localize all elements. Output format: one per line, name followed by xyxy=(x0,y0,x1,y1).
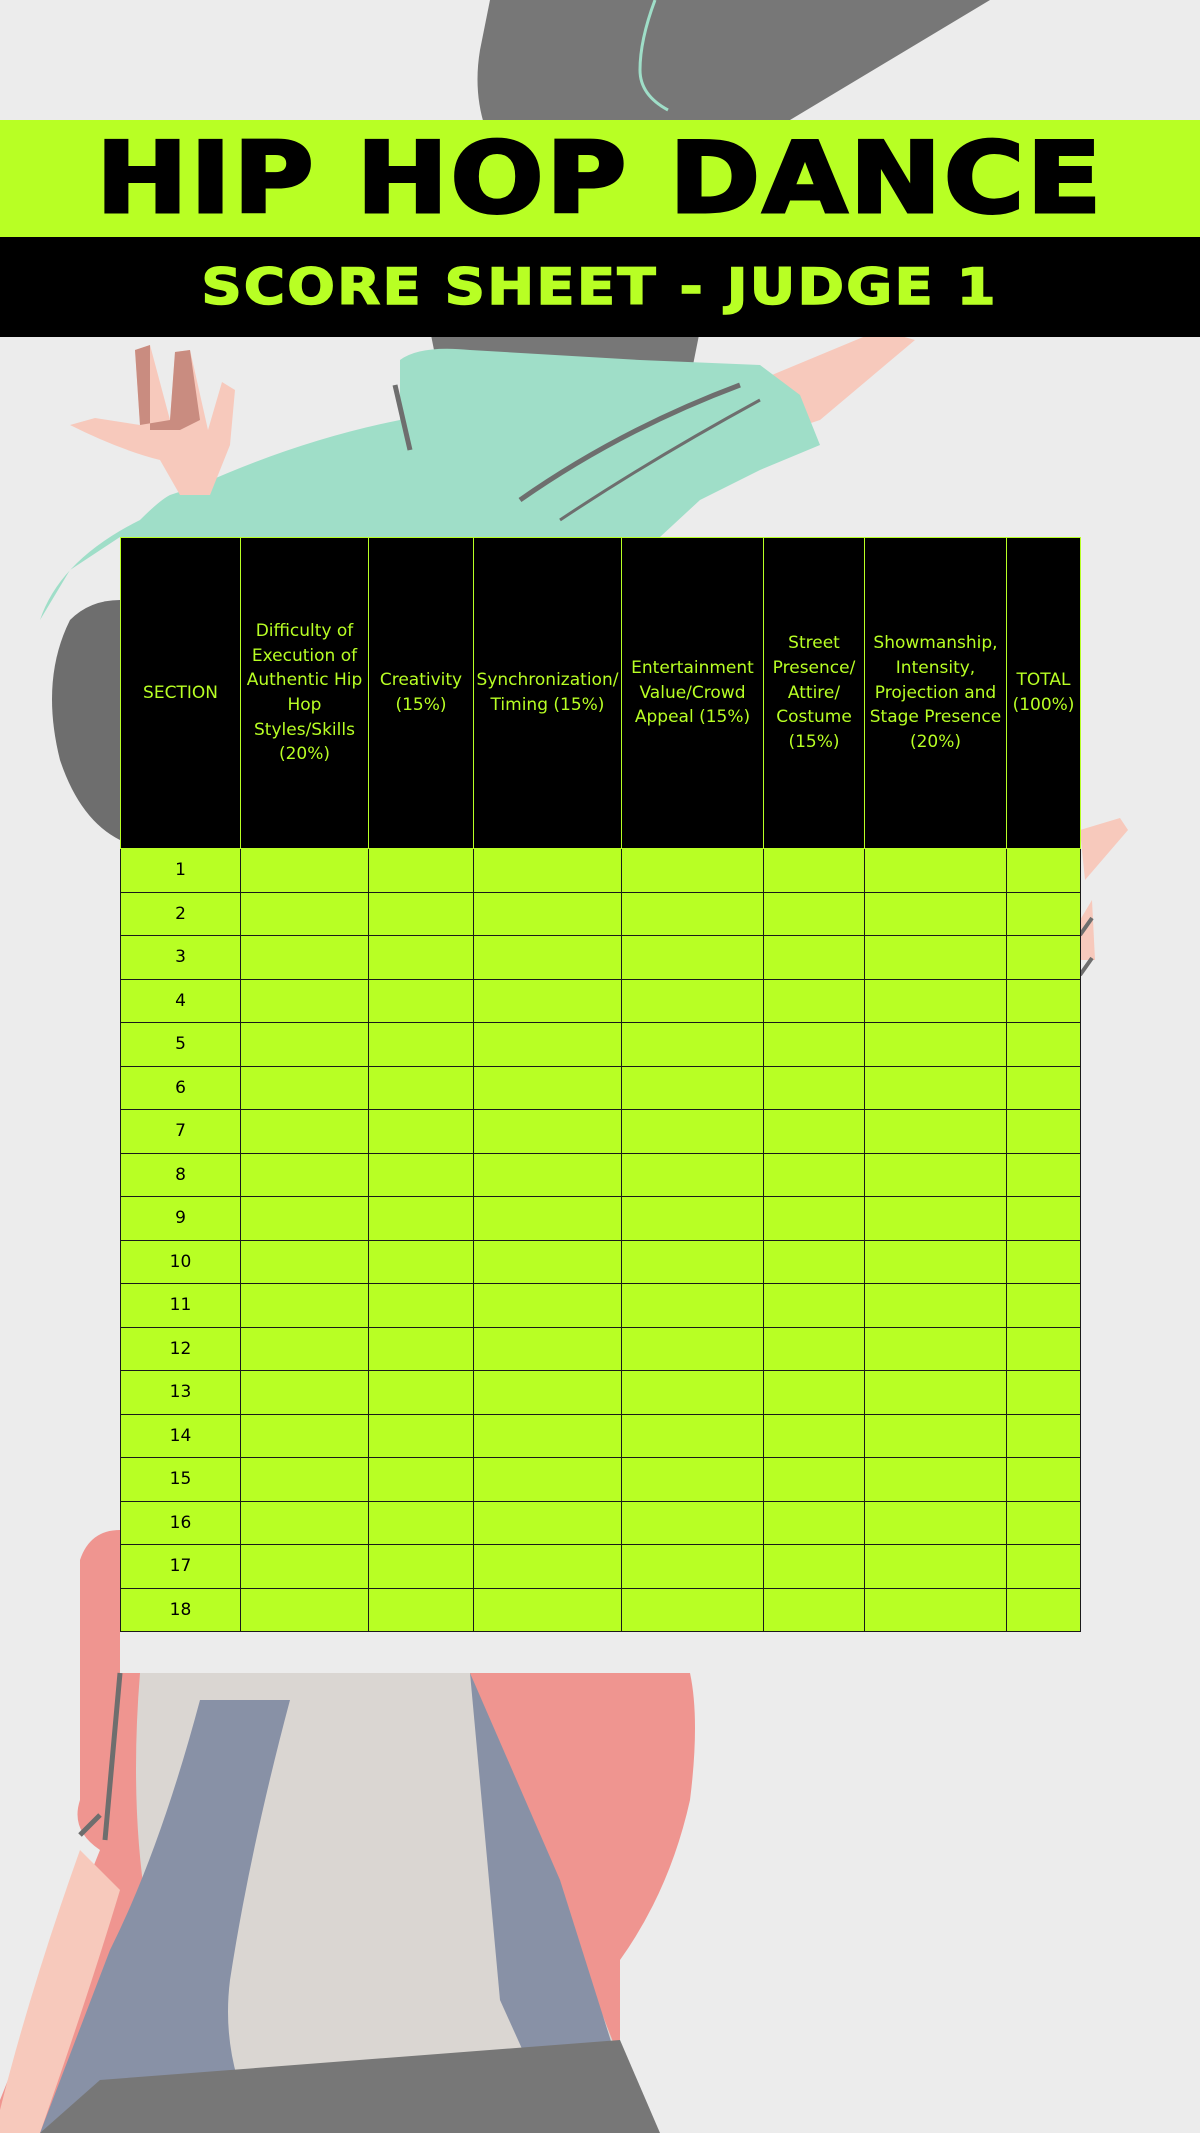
score-cell-creativity[interactable] xyxy=(369,979,474,1023)
section-number: 18 xyxy=(121,1588,241,1632)
score-cell-street-presence[interactable] xyxy=(764,1458,865,1502)
score-cell-creativity[interactable] xyxy=(369,1588,474,1632)
score-cell-difficulty[interactable] xyxy=(241,1414,369,1458)
page-title: HIP HOP DANCE xyxy=(96,121,1104,236)
column-header-total: TOTAL (100%) xyxy=(1007,538,1081,849)
table-row xyxy=(121,1153,1081,1197)
score-cell-showmanship[interactable] xyxy=(865,1327,1007,1371)
score-cell-street-presence[interactable] xyxy=(764,1110,865,1154)
table-row xyxy=(121,1414,1081,1458)
score-cell-street-presence[interactable] xyxy=(764,1197,865,1241)
score-cell-creativity[interactable] xyxy=(369,1414,474,1458)
score-cell-street-presence[interactable] xyxy=(764,1327,865,1371)
score-cell-creativity[interactable] xyxy=(369,1110,474,1154)
score-cell-showmanship[interactable] xyxy=(865,849,1007,893)
score-cell-synchronization[interactable] xyxy=(474,1545,622,1589)
score-cell-synchronization[interactable] xyxy=(474,1240,622,1284)
score-cell-entertainment[interactable] xyxy=(622,1371,764,1415)
score-cell-entertainment[interactable] xyxy=(622,936,764,980)
score-cell-difficulty[interactable] xyxy=(241,936,369,980)
column-header-section: SECTION xyxy=(121,538,241,849)
table-row xyxy=(121,1371,1081,1415)
score-cell-total[interactable] xyxy=(1007,1458,1081,1502)
table-row xyxy=(121,1458,1081,1502)
score-cell-street-presence[interactable] xyxy=(764,1240,865,1284)
score-cell-total[interactable] xyxy=(1007,979,1081,1023)
score-cell-total[interactable] xyxy=(1007,1023,1081,1067)
column-header-creativity: Creativity (15%) xyxy=(369,538,474,849)
score-cell-entertainment[interactable] xyxy=(622,1588,764,1632)
score-cell-entertainment[interactable] xyxy=(622,1066,764,1110)
score-cell-entertainment[interactable] xyxy=(622,1327,764,1371)
score-cell-difficulty[interactable] xyxy=(241,1153,369,1197)
score-cell-difficulty[interactable] xyxy=(241,1458,369,1502)
score-cell-entertainment[interactable] xyxy=(622,1458,764,1502)
score-cell-street-presence[interactable] xyxy=(764,1284,865,1328)
score-cell-synchronization[interactable] xyxy=(474,849,622,893)
score-cell-synchronization[interactable] xyxy=(474,1110,622,1154)
score-cell-total[interactable] xyxy=(1007,1153,1081,1197)
column-header-synchronization: Synchronization/ Timing (15%) xyxy=(474,538,622,849)
score-cell-street-presence[interactable] xyxy=(764,1371,865,1415)
score-cell-difficulty[interactable] xyxy=(241,1240,369,1284)
score-cell-showmanship[interactable] xyxy=(865,1240,1007,1284)
score-cell-entertainment[interactable] xyxy=(622,1284,764,1328)
table-row xyxy=(121,1545,1081,1589)
score-cell-total[interactable] xyxy=(1007,1414,1081,1458)
table-row xyxy=(121,1327,1081,1371)
score-cell-difficulty[interactable] xyxy=(241,1545,369,1589)
score-cell-showmanship[interactable] xyxy=(865,1371,1007,1415)
section-number: 5 xyxy=(121,1023,241,1067)
score-cell-difficulty[interactable] xyxy=(241,979,369,1023)
score-cell-showmanship[interactable] xyxy=(865,1458,1007,1502)
score-cell-synchronization[interactable] xyxy=(474,1458,622,1502)
table-row xyxy=(121,1588,1081,1632)
table-row xyxy=(121,1066,1081,1110)
table-row xyxy=(121,1110,1081,1154)
score-cell-creativity[interactable] xyxy=(369,1197,474,1241)
page-subtitle: SCORE SHEET - JUDGE 1 xyxy=(201,258,999,316)
score-cell-synchronization[interactable] xyxy=(474,1414,622,1458)
score-cell-creativity[interactable] xyxy=(369,1284,474,1328)
score-cell-difficulty[interactable] xyxy=(241,849,369,893)
score-table xyxy=(120,537,1081,1632)
section-number: 9 xyxy=(121,1197,241,1241)
score-cell-synchronization[interactable] xyxy=(474,892,622,936)
section-number: 6 xyxy=(121,1066,241,1110)
score-cell-creativity[interactable] xyxy=(369,1545,474,1589)
column-header-difficulty: Difficulty of Execution of Authentic Hip Hop Styles/Skills (20%) xyxy=(241,538,369,849)
score-cell-total[interactable] xyxy=(1007,1327,1081,1371)
score-cell-total[interactable] xyxy=(1007,1240,1081,1284)
score-cell-showmanship[interactable] xyxy=(865,1545,1007,1589)
score-cell-showmanship[interactable] xyxy=(865,1066,1007,1110)
score-cell-street-presence[interactable] xyxy=(764,1153,865,1197)
score-cell-total[interactable] xyxy=(1007,849,1081,893)
score-cell-difficulty[interactable] xyxy=(241,892,369,936)
score-cell-synchronization[interactable] xyxy=(474,1153,622,1197)
header-row xyxy=(121,538,1081,849)
score-cell-entertainment[interactable] xyxy=(622,1023,764,1067)
score-cell-difficulty[interactable] xyxy=(241,1197,369,1241)
score-cell-difficulty[interactable] xyxy=(241,1066,369,1110)
score-cell-entertainment[interactable] xyxy=(622,979,764,1023)
score-cell-difficulty[interactable] xyxy=(241,1588,369,1632)
score-cell-showmanship[interactable] xyxy=(865,1023,1007,1067)
score-cell-synchronization[interactable] xyxy=(474,1197,622,1241)
score-cell-total[interactable] xyxy=(1007,1110,1081,1154)
score-cell-synchronization[interactable] xyxy=(474,1371,622,1415)
table-row xyxy=(121,892,1081,936)
score-cell-synchronization[interactable] xyxy=(474,1066,622,1110)
score-cell-synchronization[interactable] xyxy=(474,1284,622,1328)
score-cell-street-presence[interactable] xyxy=(764,936,865,980)
score-cell-creativity[interactable] xyxy=(369,1458,474,1502)
section-number: 12 xyxy=(121,1327,241,1371)
section-number: 7 xyxy=(121,1110,241,1154)
column-header-entertainment: Entertainment Value/Crowd Appeal (15%) xyxy=(622,538,764,849)
score-cell-showmanship[interactable] xyxy=(865,1110,1007,1154)
score-cell-difficulty[interactable] xyxy=(241,1371,369,1415)
score-cell-difficulty[interactable] xyxy=(241,1023,369,1067)
score-cell-showmanship[interactable] xyxy=(865,1284,1007,1328)
score-cell-synchronization[interactable] xyxy=(474,1501,622,1545)
score-cell-total[interactable] xyxy=(1007,1284,1081,1328)
score-cell-synchronization[interactable] xyxy=(474,936,622,980)
section-number: 11 xyxy=(121,1284,241,1328)
score-cell-street-presence[interactable] xyxy=(764,979,865,1023)
score-cell-street-presence[interactable] xyxy=(764,849,865,893)
section-number: 13 xyxy=(121,1371,241,1415)
score-cell-entertainment[interactable] xyxy=(622,1240,764,1284)
score-cell-creativity[interactable] xyxy=(369,1153,474,1197)
score-cell-synchronization[interactable] xyxy=(474,979,622,1023)
score-cell-synchronization[interactable] xyxy=(474,1588,622,1632)
score-cell-creativity[interactable] xyxy=(369,1066,474,1110)
score-cell-total[interactable] xyxy=(1007,1197,1081,1241)
score-cell-showmanship[interactable] xyxy=(865,1501,1007,1545)
score-cell-total[interactable] xyxy=(1007,1066,1081,1110)
table-row xyxy=(121,936,1081,980)
score-cell-street-presence[interactable] xyxy=(764,1545,865,1589)
section-number: 15 xyxy=(121,1458,241,1502)
column-header-showmanship: Showmanship, Intensity, Projection and Stage Presence (20%) xyxy=(865,538,1007,849)
score-cell-difficulty[interactable] xyxy=(241,1327,369,1371)
score-cell-entertainment[interactable] xyxy=(622,1545,764,1589)
section-number: 4 xyxy=(121,979,241,1023)
score-cell-creativity[interactable] xyxy=(369,892,474,936)
score-cell-total[interactable] xyxy=(1007,1588,1081,1632)
score-cell-difficulty[interactable] xyxy=(241,1110,369,1154)
score-cell-entertainment[interactable] xyxy=(622,892,764,936)
score-cell-synchronization[interactable] xyxy=(474,1023,622,1067)
score-cell-creativity[interactable] xyxy=(369,1023,474,1067)
section-number: 16 xyxy=(121,1501,241,1545)
score-cell-total[interactable] xyxy=(1007,1501,1081,1545)
score-cell-total[interactable] xyxy=(1007,892,1081,936)
score-cell-street-presence[interactable] xyxy=(764,892,865,936)
section-number: 2 xyxy=(121,892,241,936)
table-row xyxy=(121,1284,1081,1328)
score-cell-showmanship[interactable] xyxy=(865,979,1007,1023)
score-cell-showmanship[interactable] xyxy=(865,892,1007,936)
table-row xyxy=(121,1240,1081,1284)
section-number: 17 xyxy=(121,1545,241,1589)
score-cell-synchronization[interactable] xyxy=(474,1327,622,1371)
score-cell-street-presence[interactable] xyxy=(764,1501,865,1545)
table-row xyxy=(121,849,1081,893)
score-cell-total[interactable] xyxy=(1007,936,1081,980)
score-cell-creativity[interactable] xyxy=(369,1371,474,1415)
score-cell-showmanship[interactable] xyxy=(865,936,1007,980)
table-body xyxy=(121,849,1081,1632)
score-cell-entertainment[interactable] xyxy=(622,1501,764,1545)
section-number: 14 xyxy=(121,1414,241,1458)
score-cell-showmanship[interactable] xyxy=(865,1588,1007,1632)
score-cell-total[interactable] xyxy=(1007,1371,1081,1415)
section-number: 1 xyxy=(121,849,241,893)
score-cell-entertainment[interactable] xyxy=(622,1153,764,1197)
table-row xyxy=(121,1023,1081,1067)
score-cell-difficulty[interactable] xyxy=(241,1501,369,1545)
score-cell-showmanship[interactable] xyxy=(865,1197,1007,1241)
score-cell-entertainment[interactable] xyxy=(622,849,764,893)
score-cell-entertainment[interactable] xyxy=(622,1197,764,1241)
score-cell-entertainment[interactable] xyxy=(622,1110,764,1154)
column-header-street-presence: Street Presence/ Attire/ Costume (15%) xyxy=(764,538,865,849)
score-cell-showmanship[interactable] xyxy=(865,1153,1007,1197)
score-cell-showmanship[interactable] xyxy=(865,1414,1007,1458)
section-number: 8 xyxy=(121,1153,241,1197)
score-cell-street-presence[interactable] xyxy=(764,1414,865,1458)
score-cell-total[interactable] xyxy=(1007,1545,1081,1589)
score-cell-street-presence[interactable] xyxy=(764,1588,865,1632)
table-row xyxy=(121,1501,1081,1545)
score-cell-street-presence[interactable] xyxy=(764,1066,865,1110)
score-cell-creativity[interactable] xyxy=(369,1501,474,1545)
score-cell-street-presence[interactable] xyxy=(764,1023,865,1067)
score-cell-entertainment[interactable] xyxy=(622,1414,764,1458)
table-row xyxy=(121,1197,1081,1241)
score-cell-creativity[interactable] xyxy=(369,849,474,893)
subtitle-banner xyxy=(0,237,1200,337)
section-number: 10 xyxy=(121,1240,241,1284)
table-row xyxy=(121,979,1081,1023)
score-cell-creativity[interactable] xyxy=(369,936,474,980)
title-banner xyxy=(0,120,1200,237)
score-cell-difficulty[interactable] xyxy=(241,1284,369,1328)
section-number: 3 xyxy=(121,936,241,980)
score-cell-creativity[interactable] xyxy=(369,1327,474,1371)
score-cell-creativity[interactable] xyxy=(369,1240,474,1284)
